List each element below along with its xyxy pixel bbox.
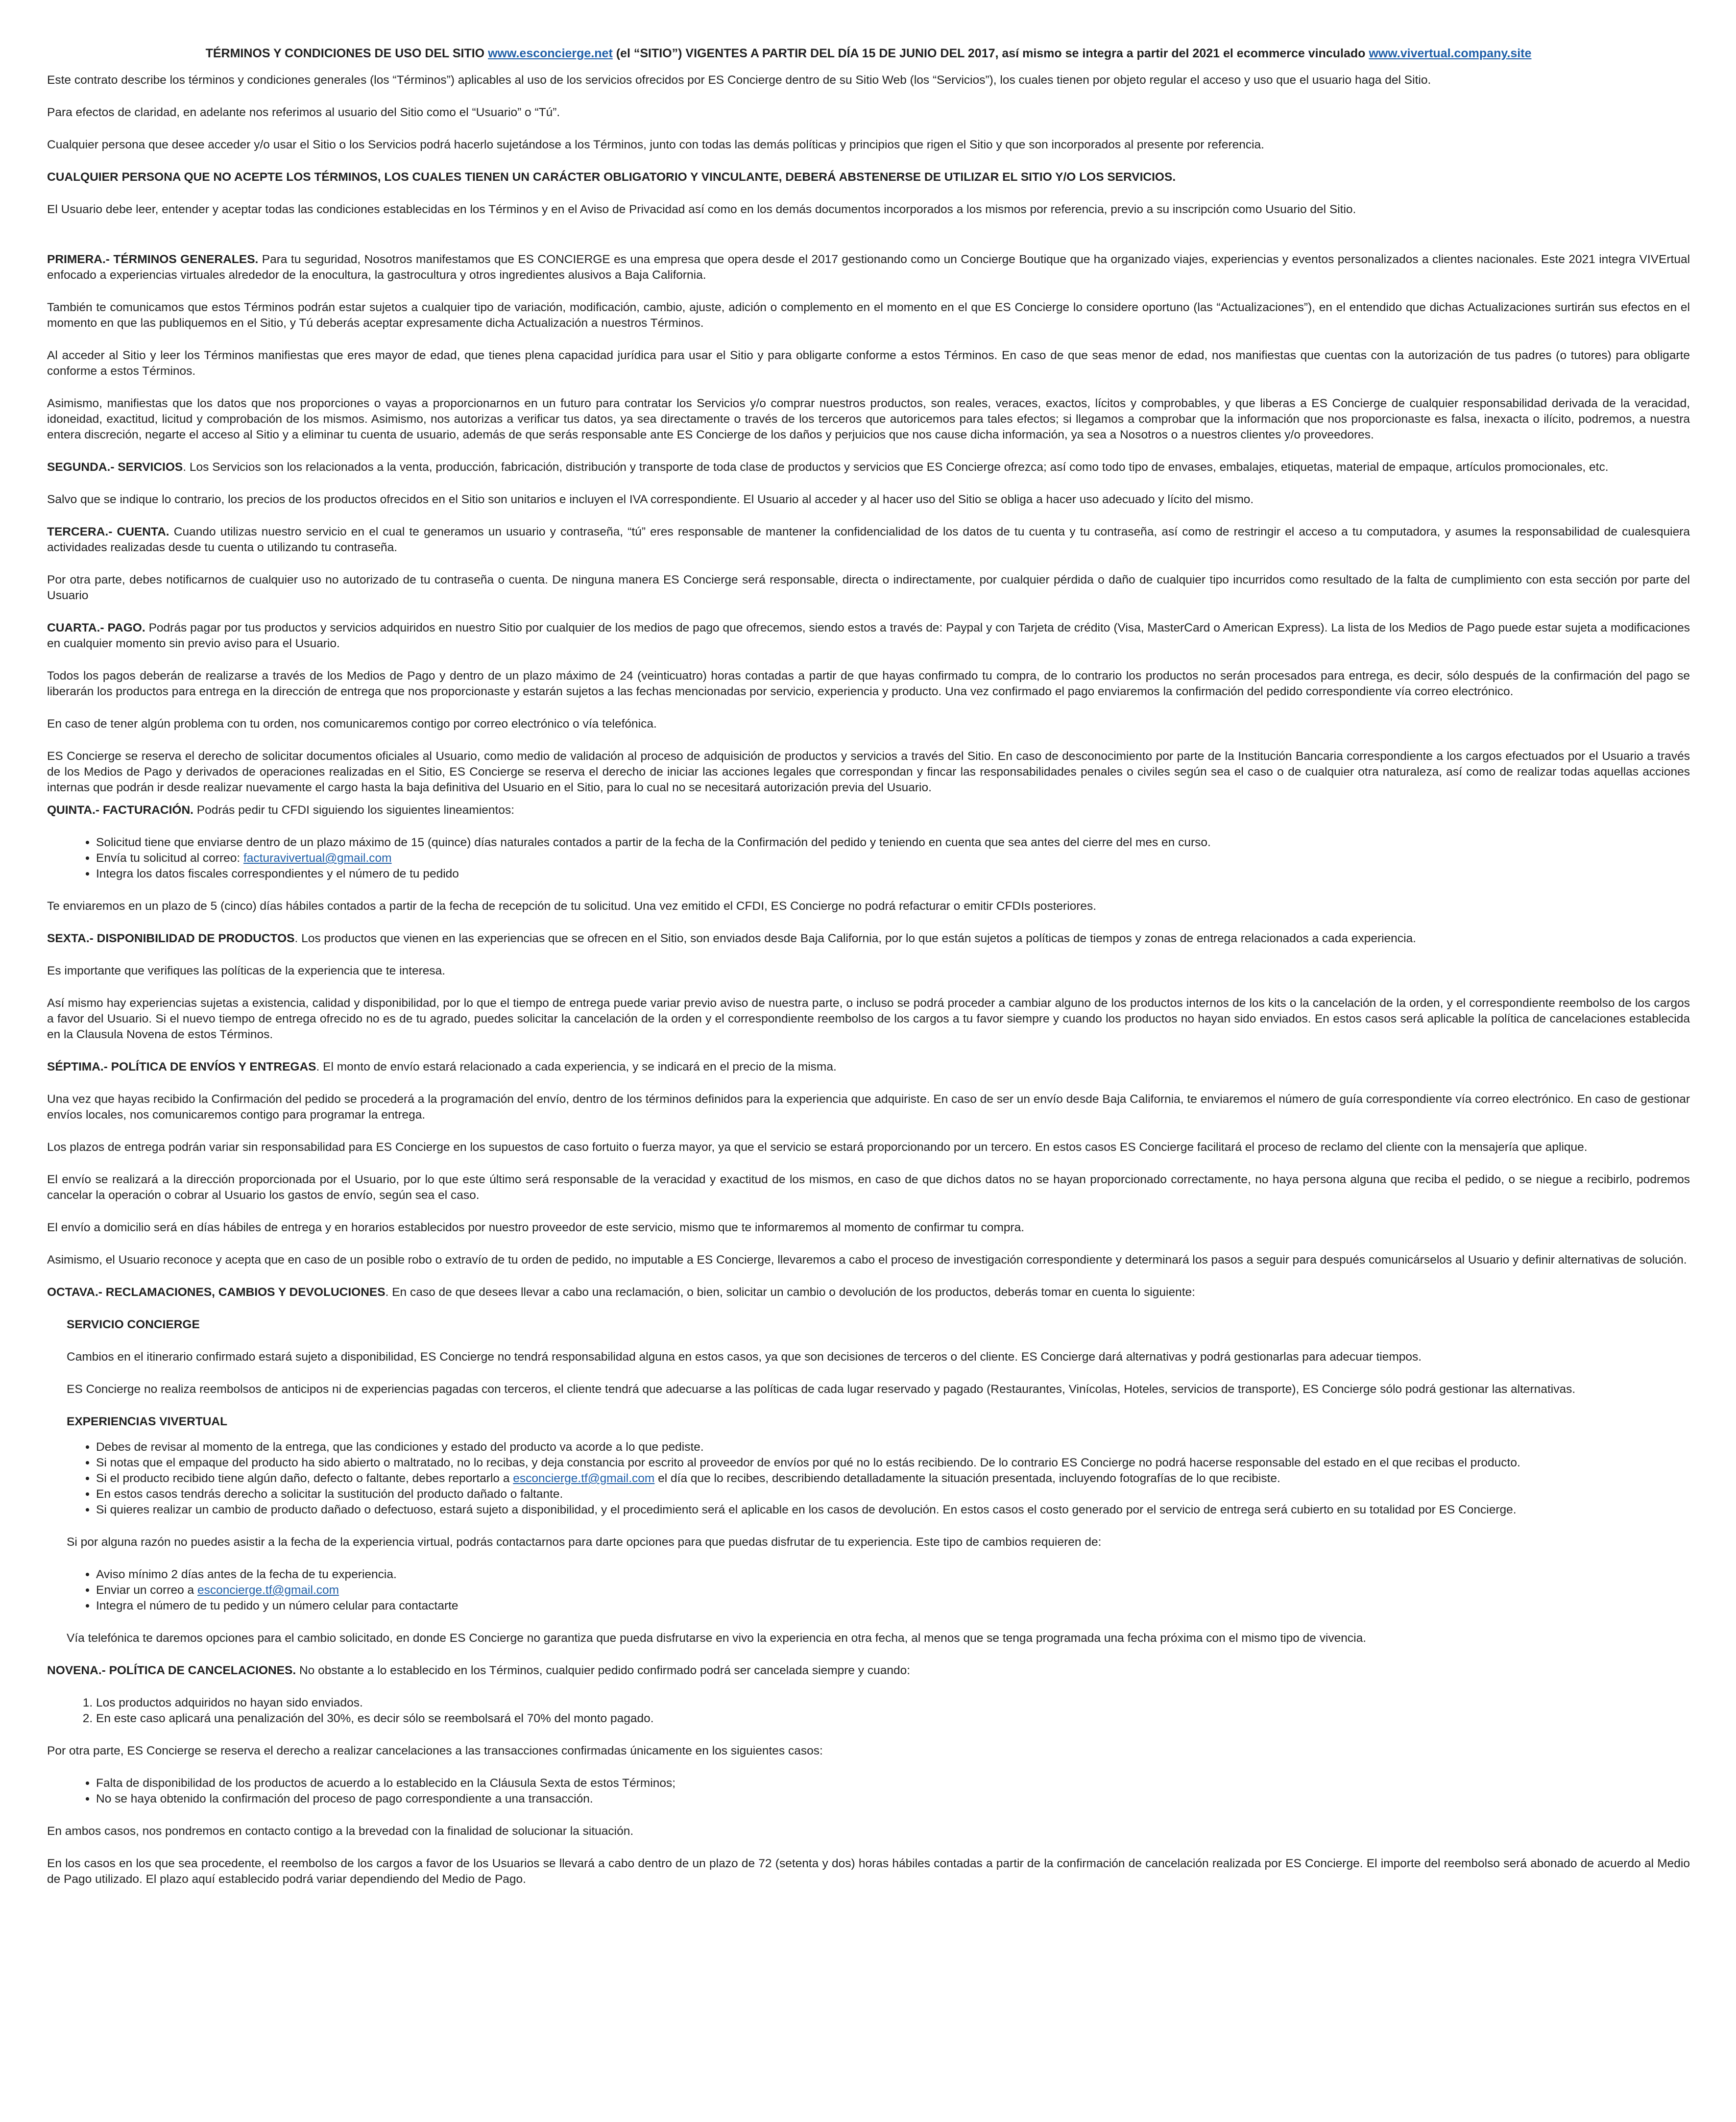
clause-quinta xyxy=(47,803,1690,818)
list-item: • Falta de disponibilidad de los productos de acuerdo a lo establecido en la Cláusula Sexta de estos Términos; xyxy=(96,1776,1690,1791)
document-title xyxy=(47,45,1690,62)
clause-text: No obstante a lo establecido en los Términos, cualquier pedido confirmado podrá ser cancelada siempre y cuando: xyxy=(296,1664,911,1677)
list-item: • Integra los datos fiscales correspondientes y el número de tu pedido xyxy=(96,866,1690,882)
septima-paragraph-4: El envío se realizará a la dirección proporcionada por el Usuario, por lo que este último será responsable de la veracidad y exactitud de los mismos, en caso de que dichos datos no se hayan proporcionado correctamente, no haya persona alguna que reciba el pedido, o se niegue a recibirlo, podremos cancelar la operación o cobrar al Usuario los gastos de envío, según sea el caso. xyxy=(47,1173,1690,1202)
clause-text: Podrás pagar por tus productos y servicios adquiridos en nuestro Sitio por cualquier de los medios de pago que ofrecemos, siendo estos a través de: Paypal y con Tarjeta de crédito (Visa, MasterCard o American Express). La lista de los Medios de Pago puede estar sujeta a modificaciones en cualquier momento sin previo aviso para el Usuario. xyxy=(47,621,1690,650)
clause-septima xyxy=(47,1059,1690,1075)
title-middle: (el “SITIO”) VIGENTES A PARTIR DEL DÍA 15 DE JUNIO DEL 2017, así mismo se integra a partir del 2021 el ecommerce vinculado xyxy=(612,47,1369,60)
clause-text: . En caso de que desees llevar a cabo una reclamación, o bien, solicitar un cambio o devolución de los productos, deberás tomar en cuenta lo siguiente: xyxy=(385,1286,1195,1299)
intro-paragraph-3: Cualquier persona que desee acceder y/o usar el Sitio o los Servicios podrá hacerlo sujetándose a los Términos, junto con todas las demás políticas y principios que rigen el Sitio y que son incorporados al presente por referencia. xyxy=(47,138,1264,151)
quinta-paragraph-2: Te enviaremos en un plazo de 5 (cinco) días hábiles contados a partir de la fecha de recepción de tu solicitud. Una vez emitido el CFDI, ES Concierge no podrá refacturar o emitir CFDIs posteriores. xyxy=(47,900,1097,913)
experiencias-list xyxy=(47,1439,1690,1518)
clause-heading: SEXTA.- DISPONIBILIDAD DE PRODUCTOS xyxy=(47,932,295,945)
clause-heading: CUARTA.- PAGO. xyxy=(47,621,145,634)
experiencias-paragraph-1: Si por alguna razón no puedes asistir a la fecha de la experiencia virtual, podrás contactarnos para darte opciones para que puedas disfrutar de tu experiencia. Este tipo de cambios requieren de: xyxy=(67,1536,1102,1549)
clause-text: Para tu seguridad, Nosotros manifestamos que ES CONCIERGE es una empresa que opera desde el 2017 gestionando como un Concierge Boutique que ha organizado viajes, experiencias y eventos personalizados a clientes nacionales. Este 2021 integra VIVErtual enfocado a experiencias virtuales alrededor de la enocultura, la gastrocultura y otros ingredientes alusivos a Baja California. xyxy=(47,253,1690,282)
support-email-link[interactable]: esconcierge.tf@gmail.com xyxy=(197,1584,339,1597)
clause-text: Cuando utilizas nuestro servicio en el cual te generamos un usuario y contraseña, “tú” eres responsable de mantener la confidencialidad de los datos de tu cuenta y tu contraseña, así como de restringir el acceso a tu computadora, y asumes la responsabilidad de cualesquiera actividades realizadas desde tu cuenta o utilizando tu contraseña. xyxy=(47,525,1690,554)
segunda-paragraph-2: Salvo que se indique lo contrario, los precios de los productos ofrecidos en el Sitio son unitarios e incluyen el IVA correspondiente. El Usuario al acceder y al hacer uso del Sitio se obliga a hacer uso adecuado y lícito del mismo. xyxy=(47,493,1254,506)
septima-paragraph-2: Una vez que hayas recibido la Confirmación del pedido se procederá a la programación del envío, dentro de los términos definidos para la experiencia que adquiriste. En caso de ser un envío desde Baja California, te enviaremos el número de guía correspondiente vía correo electrónico. En caso de gestionar envíos locales, nos comunicaremos contigo para programar la entrega. xyxy=(47,1093,1690,1122)
cambios-list xyxy=(47,1567,1690,1614)
list-item-text: el día que lo recibes, describiendo detalladamente la situación presentada, incluyendo fotografías de lo que recibiste. xyxy=(654,1472,1280,1485)
sexta-paragraph-3: Así mismo hay experiencias sujetas a existencia, calidad y disponibilidad, por lo que el tiempo de entrega puede variar previo aviso de nuestra parte, o incluso se podrá proceder a cambiar alguno de los productos internos de los kits o la cancelación de la orden, y el correspondiente reembolso de los cargos a favor del Usuario. Si el nuevo tiempo de entrega ofrecido no es de tu agrado, puedes solicitar la cancelación de la orden y el correspondiente reembolso de los cargos a tu favor siempre y cuando los productos no hayan sido enviados. En estos casos será aplicable la política de cancelaciones establecida en la Clausula Novena de estos Términos. xyxy=(47,997,1690,1041)
primera-paragraph-4: Asimismo, manifiestas que los datos que nos proporciones o vayas a proporcionarnos en un futuro para contratar los Servicios y/o comprar nuestros productos, son reales, veraces, exactos, lícitos y comprobables, y que liberas a ES Concierge de cualquier responsabilidad derivada de la veracidad, idoneidad, exactitud, licitud y comprobación de los mismos. Asimismo, nos autorizas a verificar tus datos, ya sea directamente o través de los terceros que autoricemos para tales efectos; si llegamos a comprobar que la información que nos proporcionaste es falsa, inexacta o ilícito, podremos, a nuestra entera discreción, negarte el acceso al Sitio y a eliminar tu cuenta de usuario, además de que serás responsable ante ES Concierge de los daños y perjuicios que nos cause dicha información, ya sea a Nosotros o a nuestros clientes y/o proveedores. xyxy=(47,397,1690,441)
title-prefix: TÉRMINOS Y CONDICIONES DE USO DEL SITIO xyxy=(205,47,485,60)
clause-heading: SEGUNDA.- SERVICIOS xyxy=(47,461,183,474)
cuarta-paragraph-3: En caso de tener algún problema con tu orden, nos comunicaremos contigo por correo electrónico o vía telefónica. xyxy=(47,717,657,731)
clause-text: . El monto de envío estará relacionado a cada experiencia, y se indicará en el precio de la misma. xyxy=(316,1060,837,1073)
list-item: • No se haya obtenido la confirmación del proceso de pago correspondiente a una transacción. xyxy=(96,1791,1690,1807)
novena-paragraph-3: En ambos casos, nos pondremos en contacto contigo a la brevedad con la finalidad de solucionar la situación. xyxy=(47,1825,634,1838)
novena-numbered-list xyxy=(47,1695,1690,1727)
clause-octava xyxy=(47,1285,1690,1300)
clause-heading: SÉPTIMA.- POLÍTICA DE ENVÍOS Y ENTREGAS xyxy=(47,1060,316,1073)
section-spacer xyxy=(47,234,1690,252)
list-item: • Integra el número de tu pedido y un número celular para contactarte xyxy=(96,1598,1690,1614)
septima-paragraph-5: El envío a domicilio será en días hábiles de entrega y en horarios establecidos por nuestro proveedor de este servicio, mismo que te informaremos al momento de confirmar tu compra. xyxy=(47,1221,1025,1234)
clause-novena xyxy=(47,1663,1690,1679)
cuarta-paragraph-2: Todos los pagos deberán de realizarse a través de los Medios de Pago y dentro de un plazo máximo de 24 (veinticuatro) horas contadas a partir de que hayas confirmado tu compra, de lo contrario los productos no serán procesados para entrega, es decir, sólo después de la confirmación del pago se liberarán los productos para entrega en la dirección de entrega que nos proporcionaste y estarán sujetos a las fechas mencionadas por servicio, experiencia y producto. Una vez confirmado el pago enviaremos la confirmación del pedido correspondiente vía correo electrónico. xyxy=(47,669,1690,698)
list-item: • Debes de revisar al momento de la entrega, que las condiciones y estado del producto va acorde a lo que pediste. xyxy=(96,1439,1690,1455)
clause-tercera xyxy=(47,524,1690,556)
septima-paragraph-3: Los plazos de entrega podrán variar sin responsabilidad para ES Concierge en los supuestos de caso fortuito o fuerza mayor, ya que el servicio se estará proporcionando por un tercero. En estos casos ES Concierge facilitará el proceso de reclamo del cliente con la mensajería que aplique. xyxy=(47,1141,1588,1154)
primera-paragraph-2: También te comunicamos que estos Términos podrán estar sujetos a cualquier tipo de variación, modificación, cambio, ajuste, adición o complemento en el momento en el que ES Concierge lo considere oportuno (las “Actualizaciones”), en el entendido que dichas Actualizaciones surtirán sus efectos en el momento en que las publiquemos en el Sitio, y Tú deberás aceptar expresamente dicha Actualización a nuestros Términos. xyxy=(47,301,1690,330)
clause-cuarta xyxy=(47,620,1690,652)
experiencias-vivertual-title: EXPERIENCIAS VIVERTUAL xyxy=(67,1415,228,1428)
list-item xyxy=(96,1583,1690,1598)
list-item: 2. En este caso aplicará una penalización del 30%, es decir sólo se reembolsará el 70% del monto pagado. xyxy=(96,1711,1690,1727)
list-item-text: Envía tu solicitud al correo: xyxy=(96,852,243,865)
list-item xyxy=(96,851,1690,866)
clause-heading: TERCERA.- CUENTA. xyxy=(47,525,169,538)
support-email-link[interactable]: esconcierge.tf@gmail.com xyxy=(513,1472,655,1485)
list-item: • Solicitud tiene que enviarse dentro de un plazo máximo de 15 (quince) días naturales contados a partir de la fecha de la Confirmación del pedido y teniendo en cuenta que sea antes del cierre del mes en curso. xyxy=(96,835,1690,851)
clause-heading: NOVENA.- POLÍTICA DE CANCELACIONES. xyxy=(47,1664,296,1677)
septima-paragraph-6: Asimismo, el Usuario reconoce y acepta que en caso de un posible robo o extravío de tu orden de pedido, no imputable a ES Concierge, llevaremos a cabo el proceso de investigación correspondiente y determinará los pasos a seguir para después comunicárselos al Usuario y definir alternativas de solución. xyxy=(47,1253,1687,1267)
list-item-text: Enviar un correo a xyxy=(96,1584,197,1597)
servicio-concierge-title: SERVICIO CONCIERGE xyxy=(67,1318,200,1331)
intro-warning: CUALQUIER PERSONA QUE NO ACEPTE LOS TÉRMINOS, LOS CUALES TIENEN UN CARÁCTER OBLIGATORIO Y VINCULANTE, DEBERÁ ABSTENERSE DE UTILIZAR EL SITIO Y/O LOS SERVICIOS. xyxy=(47,171,1176,184)
intro-paragraph-2: Para efectos de claridad, en adelante nos referimos al usuario del Sitio como el “Usuario” o “Tú”. xyxy=(47,106,560,119)
servicio-paragraph-1: Cambios en el itinerario confirmado estará sujeto a disponibilidad, ES Concierge no tendrá responsabilidad alguna en estos casos, ya que son decisiones de terceros o del cliente. ES Concierge dará alternativas y podrá gestionarlas para adecuar tiempos. xyxy=(67,1350,1422,1364)
primera-paragraph-3: Al acceder al Sitio y leer los Términos manifiestas que eres mayor de edad, que tienes plena capacidad jurídica para usar el Sitio y para obligarte conforme a estos Términos. En caso de que seas menor de edad, nos manifiestas que cuentas con la autorización de tus padres (o tutores) para obligarte conforme a estos Términos. xyxy=(47,349,1690,378)
clause-text: Podrás pedir tu CFDI siguiendo los siguientes lineamientos: xyxy=(193,804,515,817)
list-item: • En estos casos tendrás derecho a solicitar la sustitución del producto dañado o faltante. xyxy=(96,1487,1690,1502)
list-item: 1. Los productos adquiridos no hayan sido enviados. xyxy=(96,1695,1690,1711)
intro-paragraph-4: El Usuario debe leer, entender y aceptar todas las condiciones establecidas en los Términos y en el Aviso de Privacidad así como en los demás documentos incorporados a los mismos por referencia, previo a su inscripción como Usuario del Sitio. xyxy=(47,203,1356,216)
intro-paragraph-1: Este contrato describe los términos y condiciones generales (los “Términos”) aplicables al uso de los servicios ofrecidos por ES Concierge dentro de su Sitio Web (los “Servicios”), los cuales tienen por objeto regular el acceso y uso que el usuario haga del Sitio. xyxy=(47,73,1431,87)
novena-list xyxy=(47,1776,1690,1807)
cuarta-paragraph-4: ES Concierge se reserva el derecho de solicitar documentos oficiales al Usuario, como medio de validación al proceso de adquisición de productos y servicios a través del Sitio. En caso de desconocimiento por parte de la Institución Bancaria correspondiente a los cargos efectuados por el Usuario a través de los Medios de Pago y derivados de operaciones realizadas en el Sitio, ES Concierge se reserva el derecho de iniciar las acciones legales que correspondan y fincar las responsabilidades penales o civiles según sea el caso o de cualquier otra naturaleza, así como de realizar todas aquellas acciones internas que podrán ir desde realizar nuevamente el cargo hasta la baja definitiva del Usuario en el Sitio, para lo cual no se necesitará autorización previa del Usuario. xyxy=(47,750,1690,794)
list-item: • Si notas que el empaque del producto ha sido abierto o maltratado, no lo recibas, y deja constancia por escrito al proveedor de envíos por qué no lo estás recibiendo. De lo contrario ES Concierge no podrá hacerse responsable del estado en el que recibas el producto. xyxy=(96,1455,1690,1471)
clause-heading: OCTAVA.- RECLAMACIONES, CAMBIOS Y DEVOLUCIONES xyxy=(47,1286,386,1299)
clause-heading: QUINTA.- FACTURACIÓN. xyxy=(47,804,193,817)
billing-email-link[interactable]: facturavivertual@gmail.com xyxy=(243,852,392,865)
list-item: • Si quieres realizar un cambio de producto dañado o defectuoso, estará sujeto a disponibilidad, y el procedimiento será el aplicable en los casos de devolución. En estos casos el costo generado por el servicio de entrega será cubierto en su totalidad por ES Concierge. xyxy=(96,1502,1690,1518)
list-item: • Aviso mínimo 2 días antes de la fecha de tu experiencia. xyxy=(96,1567,1690,1583)
novena-paragraph-4: En los casos en los que sea procedente, el reembolso de los cargos a favor de los Usuarios se llevará a cabo dentro de un plazo de 72 (setenta y dos) horas hábiles contadas a partir de la confirmación de cancelación realizada por ES Concierge. El importe del reembolso será abonado de acuerdo al Medio de Pago utilizado. El plazo aquí establecido podrá variar dependiendo del Medio de Pago. xyxy=(47,1857,1690,1886)
servicio-paragraph-2: ES Concierge no realiza reembolsos de anticipos ni de experiencias pagadas con terceros, el cliente tendrá que adecuarse a las políticas de cada lugar reservado y pagado (Restaurantes, Vinícolas, Hoteles, servicios de transporte), ES Concierge sólo podrá gestionar las alternativas. xyxy=(67,1383,1576,1396)
clause-text: . Los productos que vienen en las experiencias que se ofrecen en el Sitio, son enviados desde Baja California, por lo que están sujetos a políticas de tiempos y zonas de entrega relacionados a cada experiencia. xyxy=(294,932,1416,945)
clause-text: . Los Servicios son los relacionados a la venta, producción, fabricación, distribución y transporte de toda clase de productos y servicios que ES Concierge ofrezca; así como todo tipo de envases, embalajes, etiquetas, material de empaque, artículos promocionales, etc. xyxy=(183,461,1609,474)
clause-segunda xyxy=(47,460,1690,475)
ecommerce-link[interactable]: www.vivertual.company.site xyxy=(1369,47,1532,60)
novena-paragraph-2: Por otra parte, ES Concierge se reserva el derecho a realizar cancelaciones a las transacciones confirmadas únicamente en los siguientes casos: xyxy=(47,1744,823,1757)
list-item xyxy=(96,1471,1690,1487)
quinta-list xyxy=(47,835,1690,882)
section-spacer xyxy=(47,796,1690,803)
list-item-text: Si el producto recibido tiene algún daño, defecto o faltante, debes reportarlo a xyxy=(96,1472,513,1485)
tercera-paragraph-2: Por otra parte, debes notificarnos de cualquier uso no autorizado de tu contraseña o cuenta. De ninguna manera ES Concierge será responsable, directa o indirectamente, por cualquier pérdida o daño de cualquier tipo incurridos como resultado de la falta de cumplimiento con esta sección por parte del Usuario xyxy=(47,573,1690,602)
clause-heading: PRIMERA.- TÉRMINOS GENERALES. xyxy=(47,253,259,266)
site-link[interactable]: www.esconcierge.net xyxy=(488,47,613,60)
clause-sexta xyxy=(47,931,1690,947)
clause-primera xyxy=(47,252,1690,283)
experiencias-paragraph-2: Vía telefónica te daremos opciones para el cambio solicitado, en donde ES Concierge no garantiza que pueda disfrutarse en vivo la experiencia en otra fecha, al menos que se tenga programada una fecha próxima con el mismo tipo de vivencia. xyxy=(67,1632,1367,1645)
sexta-paragraph-2: Es importante que verifiques las políticas de la experiencia que te interesa. xyxy=(47,964,446,977)
